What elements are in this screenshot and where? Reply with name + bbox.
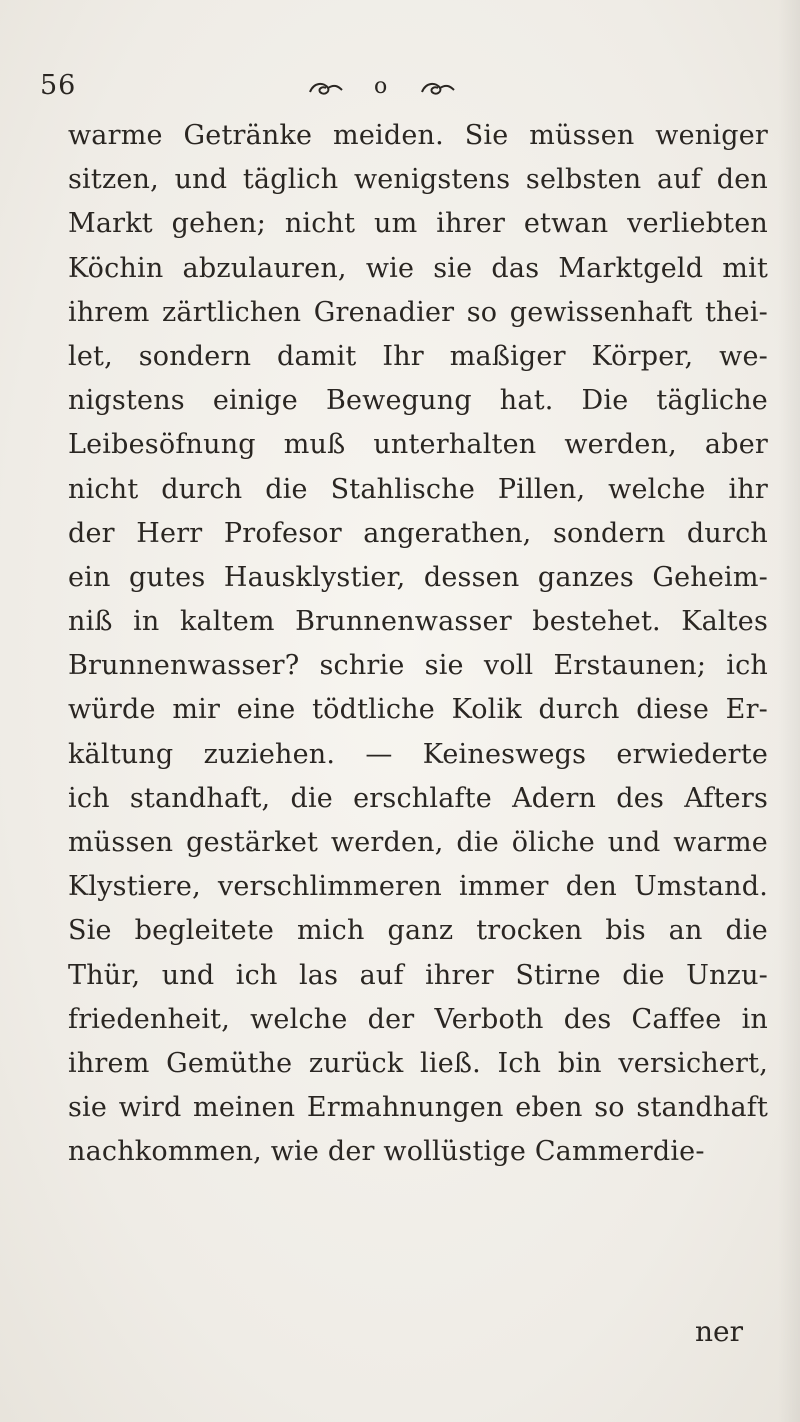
text-line: warme Getränke meiden. Sie müssen weniger — [68, 120, 768, 151]
text-line: Leibesöfnung muß unterhalten werden, aber — [68, 429, 768, 461]
text-line: ein gutes Hausklystier, dessen ganzes Geheim- — [68, 561, 768, 593]
text-line: kältung zuziehen. — Keineswegs erwiederte — [68, 738, 768, 770]
text-line: sie wird meinen Ermahnungen eben so standhaft — [68, 1092, 768, 1124]
header-ornament — [302, 76, 472, 102]
text-line: ich standhaft, die erschlafte Adern des Afters — [68, 782, 768, 814]
body-text — [68, 114, 768, 1175]
text-line: Klystiere, verschlimmeren immer den Umstand. — [68, 871, 768, 903]
text-line: ihrem zärtlichen Grenadier so gewissenhaft thei- — [68, 296, 768, 328]
text-line: ihrem Gemüthe zurück ließ. Ich bin versichert, — [68, 1047, 768, 1079]
text-line: Köchin abzulauren, wie sie das Marktgeld mit — [68, 252, 768, 284]
catchword: ner — [695, 1315, 743, 1348]
text-line: der Herr Profesor angerathen, sondern durch — [68, 517, 768, 549]
text-line: Markt gehen; nicht um ihrer etwan verliebten — [68, 208, 768, 240]
page-edge-shadow — [778, 0, 800, 1422]
text-line: Brunnenwasser? schrie sie voll Erstaunen; ich — [68, 650, 768, 682]
page-number: 56 — [40, 70, 77, 101]
text-line: Thür, und ich las auf ihrer Stirne die Unzu- — [68, 959, 768, 991]
text-line: nicht durch die Stahlische Pillen, welche ihr — [68, 473, 768, 505]
text-line: würde mir eine tödtliche Kolik durch diese Er- — [68, 694, 768, 726]
text-line: niß in kaltem Brunnenwasser bestehet. Kaltes — [68, 606, 768, 638]
text-line: let, sondern damit Ihr maßiger Körper, we- — [68, 340, 768, 372]
text-line: Sie begleitete mich ganz trocken bis an die — [68, 915, 768, 947]
text-line: nachkommen, wie der wollüstige Cammerdie- — [68, 1136, 705, 1168]
text-line: friedenheit, welche der Verboth des Caffee in — [68, 1003, 768, 1035]
text-line: müssen gestärket werden, die öliche und warme — [68, 827, 768, 858]
text-line: nigstens einige Bewegung hat. Die tägliche — [68, 385, 768, 417]
ornament-center-glyph: o — [374, 74, 388, 99]
page-header — [40, 70, 760, 110]
text-line: sitzen, und täglich wenigstens selbsten auf den — [68, 164, 768, 196]
